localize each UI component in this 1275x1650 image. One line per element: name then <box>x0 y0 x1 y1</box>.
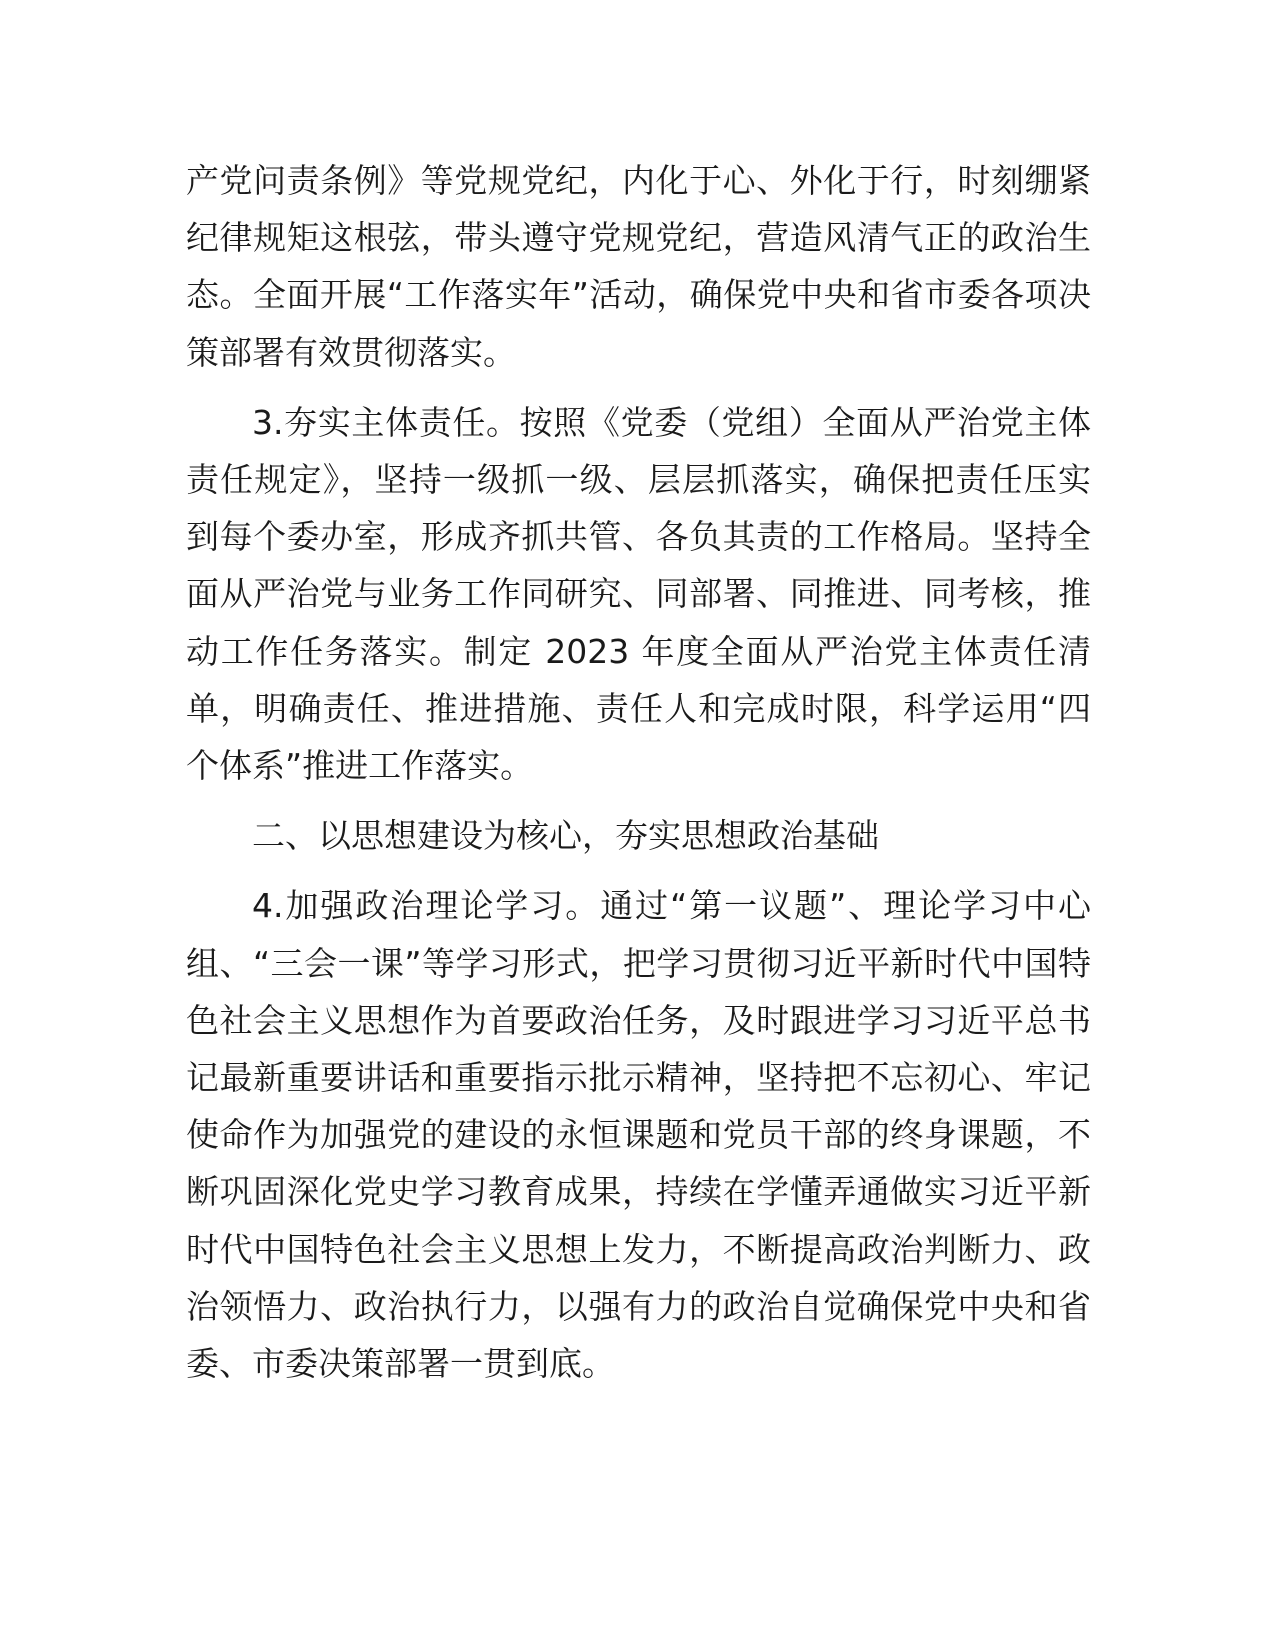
paragraph-continuation: 产党问责条例》等党规党纪，内化于心、外化于行，时刻绷紧纪律规矩这根弦，带头遵守党规党纪，营造风清气正的政治生态。全面开展“工作落实年”活动，确保党中央和省市委各项决策部署有效贯彻落实。 <box>186 161 1091 372</box>
document-body <box>186 152 1091 1392</box>
paragraph-item-4: 4.加强政治理论学习。通过“第一议题”、理论学习中心组、“三会一课”等学习形式，把学习贯彻习近平新时代中国特色社会主义思想作为首要政治任务，及时跟进学习习近平总书记最新重要讲话和重要指示批示精神，坚持把不忘初心、牢记使命作为加强党的建设的永恒课题和党员干部的终身课题，不断巩固深化党史学习教育成果，持续在学懂弄通做实习近平新时代中国特色社会主义思想上发力，不断提高政治判断力、政治领悟力、政治执行力，以强有力的政治自觉确保党中央和省委、市委决策部署一贯到底。 <box>186 886 1091 1384</box>
section-heading: 二、以思想建设为核心，夯实思想政治基础 <box>252 816 879 856</box>
paragraph-item-3: 3.夯实主体责任。按照《党委（党组）全面从严治党主体责任规定》，坚持一级抓一级、层层抓落实，确保把责任压实到每个委办室，形成齐抓共管、各负其责的工作格局。坚持全面从严治党与业务工作同研究、同部署、同推进、同考核，推动工作任务落实。制定 2023 年度全面从严治党主体责任清单，明确责任、推进措施、责任人和完成时限，科学运用“四个体系”推进工作落实。 <box>186 402 1091 786</box>
